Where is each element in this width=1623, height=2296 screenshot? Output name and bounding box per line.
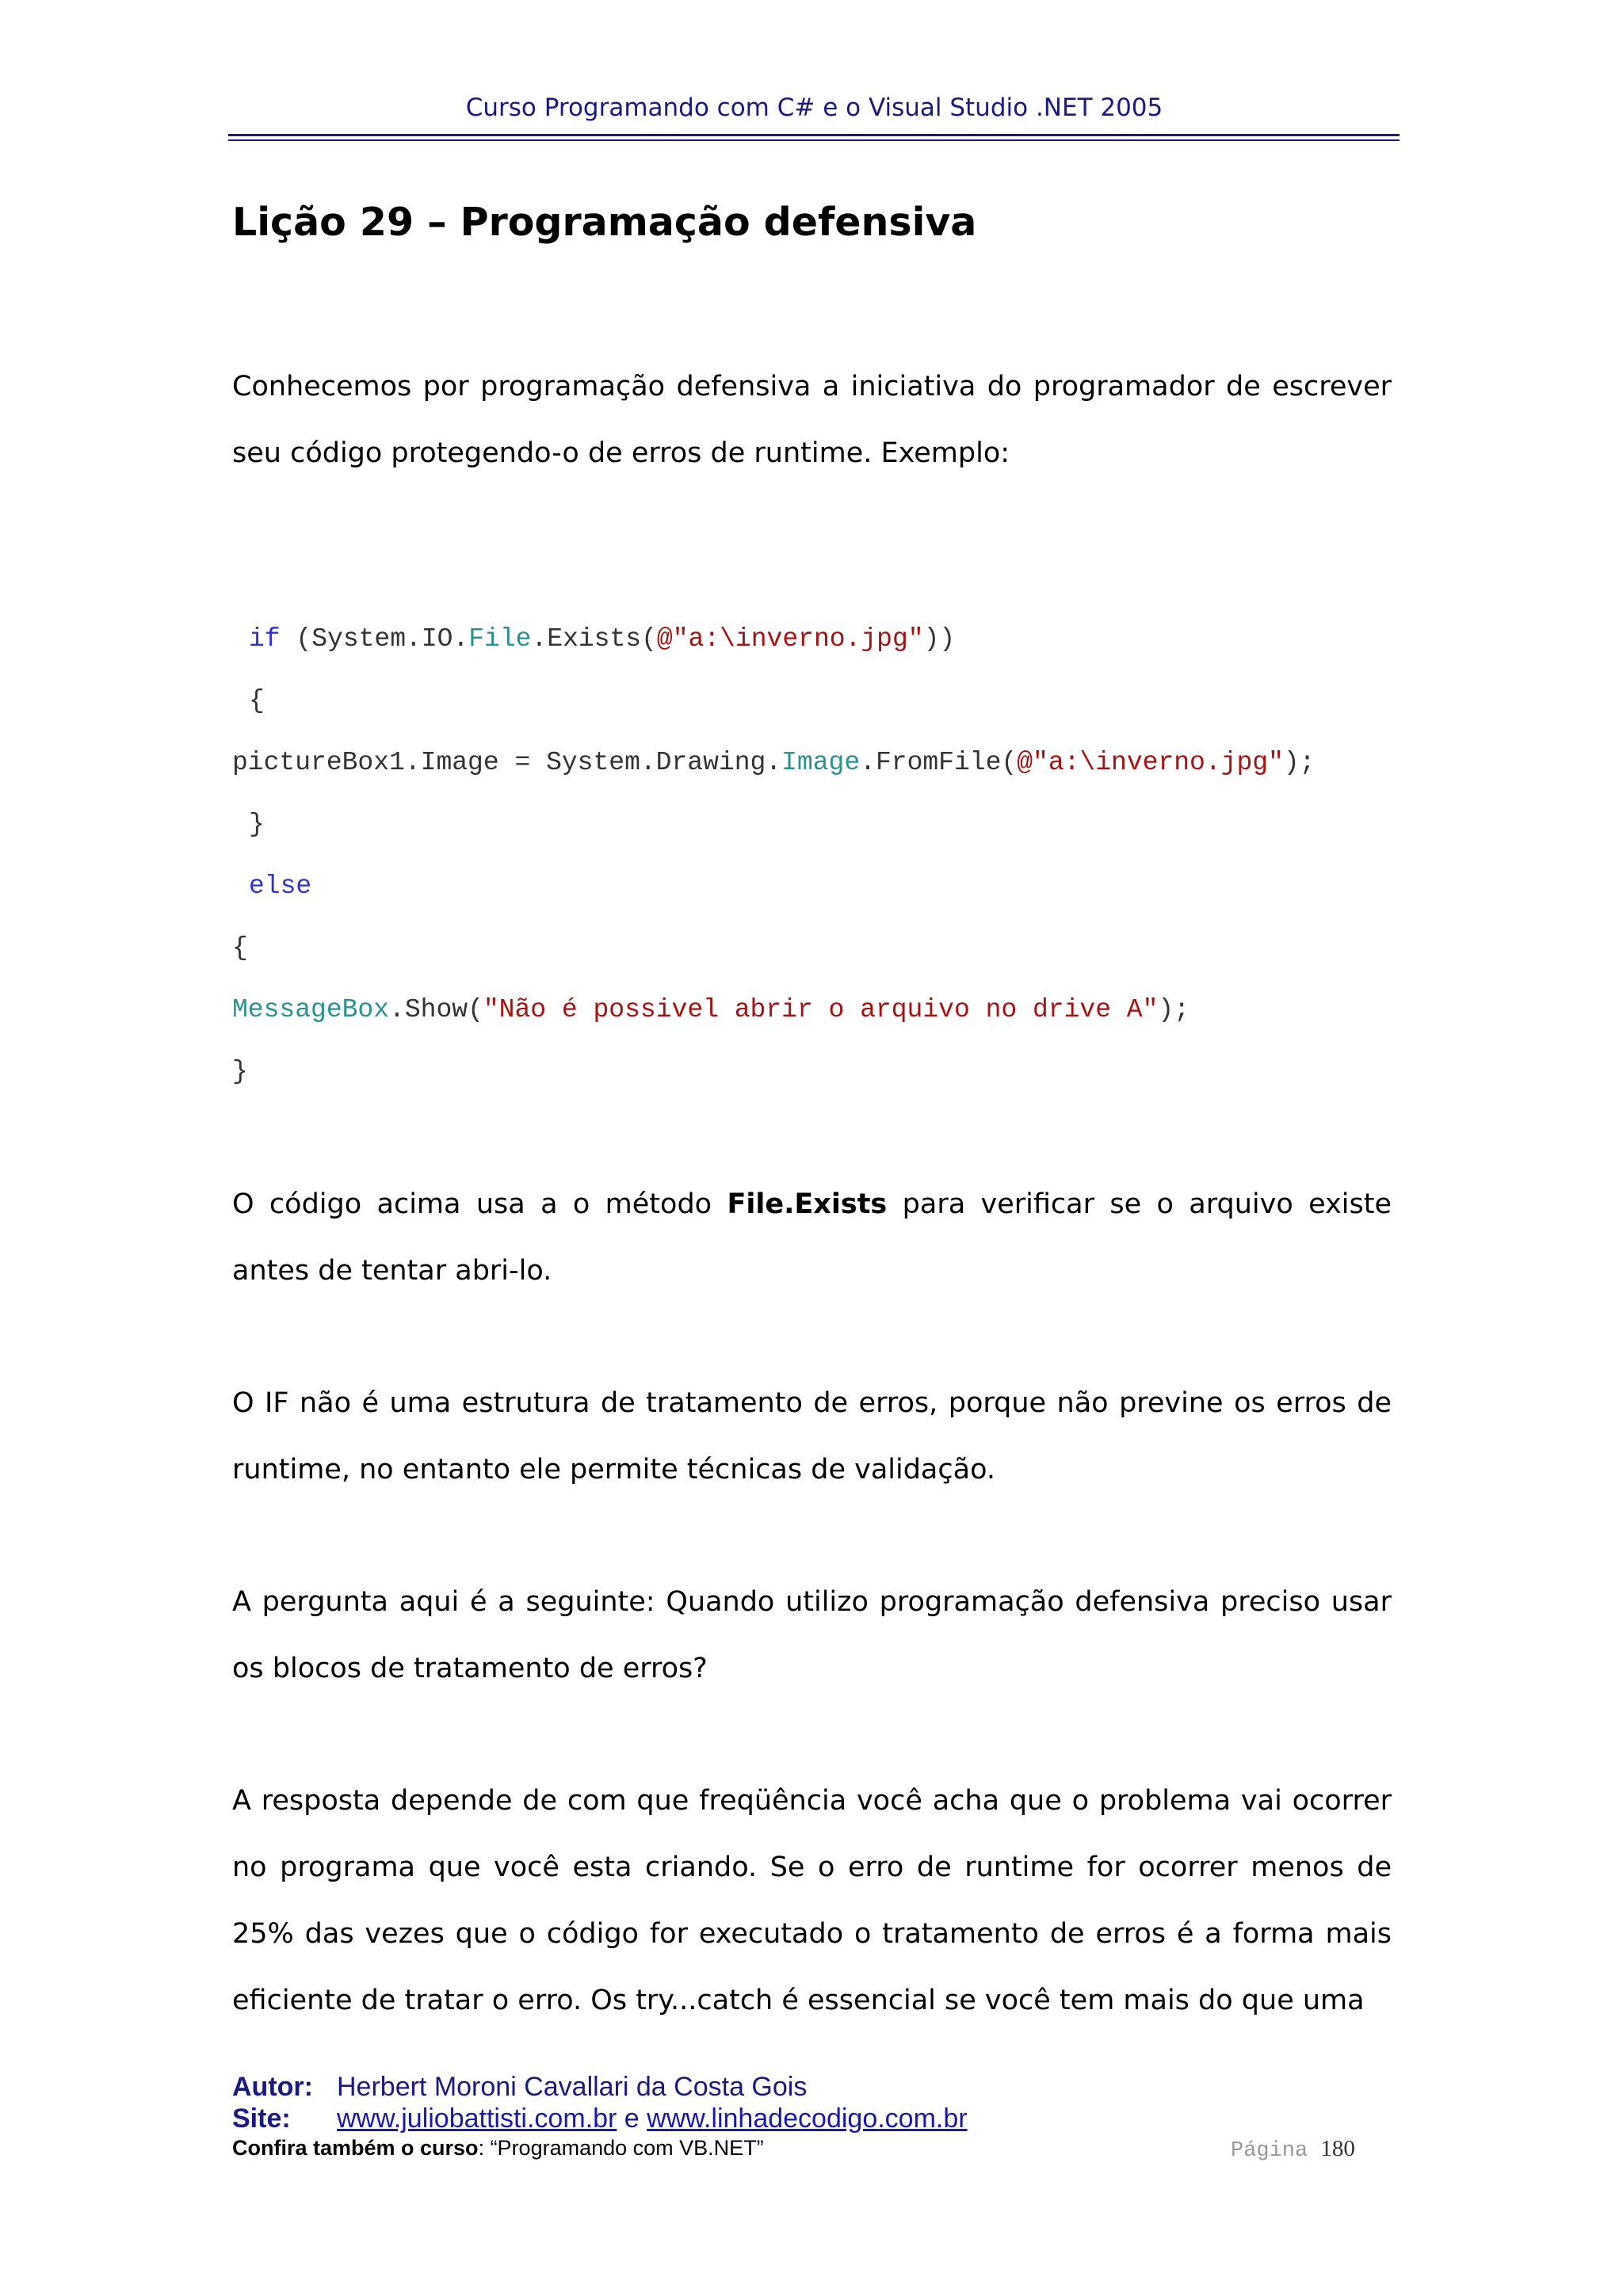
footer-author-label: Autor:: [232, 2072, 313, 2102]
footer-site-join: e: [617, 2103, 647, 2134]
code-string: @: [1017, 748, 1033, 777]
footer-author-name: Herbert Moroni Cavallari da Costa Gois: [337, 2072, 808, 2102]
code-text: );: [1283, 748, 1316, 777]
paragraph-text: para verificar se o arquivo existe antes de tentar abri-lo.: [232, 1188, 1392, 1287]
code-line-1: [249, 624, 955, 654]
footer-see-also-value: : “Programando com VB.NET”: [478, 2136, 764, 2160]
footer-see-also: [232, 2136, 764, 2161]
code-line-6: {: [232, 933, 248, 963]
footer-site-links: [337, 2103, 968, 2134]
code-type: Image: [781, 748, 861, 777]
code-line-5: else: [249, 871, 312, 901]
code-line-7: [232, 995, 1190, 1024]
paragraph-answer: A resposta depende de com que freqüência você acha que o problema vai ocorrer no programa que você esta criando. Se o erro de runtime for ocorrer menos de 25% das vezes que o código for executado o tratamento de erros é a forma mais eficiente de tratar o erro. Os try...catch é essencial se você tem mais do que uma: [232, 1785, 1392, 2016]
code-string: "a:\inverno.jpg": [1033, 748, 1284, 777]
footer-site-label: Site:: [232, 2103, 291, 2134]
code-string: "Não é possivel abrir o arquivo no drive A": [483, 995, 1159, 1024]
paragraph-file-exists: [232, 1171, 1392, 1304]
code-text: );: [1158, 995, 1190, 1024]
code-text: .Exists(: [531, 624, 657, 654]
code-text: pictureBox1.Image = System.Drawing.: [232, 748, 782, 777]
paragraph-if: O IF não é uma estrutura de tratamento de erros, porque não previne os erros de runtime, no entanto ele permite técnicas de validação.: [232, 1387, 1392, 1486]
paragraph-question: A pergunta aqui é a seguinte: Quando utilizo programação defensiva preciso usar os blocos de tratamento de erros?: [232, 1586, 1392, 1684]
code-text: .FromFile(: [860, 748, 1018, 777]
document-header: Curso Programando com C# e o Visual Studio .NET 2005: [465, 93, 1163, 122]
page-label: Página: [1231, 2139, 1308, 2163]
code-type: File: [468, 624, 532, 654]
link-linhadecodigo[interactable]: www.linhadecodigo.com.br: [647, 2103, 968, 2134]
code-type: MessageBox: [232, 995, 390, 1024]
code-text: )): [923, 624, 956, 654]
bold-term: File.Exists: [727, 1188, 888, 1220]
code-line-3: [232, 748, 1315, 777]
link-juliobattisti[interactable]: www.juliobattisti.com.br: [337, 2103, 617, 2134]
header-rule: [228, 134, 1400, 136]
footer-see-also-label: Confira também o curso: [232, 2136, 479, 2160]
code-line-8: }: [232, 1057, 248, 1086]
code-line-4: }: [249, 810, 265, 839]
code-line-2: {: [249, 686, 265, 715]
intro-paragraph: Conhecemos por programação defensiva a iniciativa do programador de escrever seu código protegendo-o de erros de runtime. Exemplo:: [232, 371, 1392, 469]
code-keyword: if: [249, 624, 281, 654]
code-string: @: [656, 624, 673, 654]
code-string: "a:\inverno.jpg": [672, 624, 924, 654]
lesson-title: Lição 29 – Programação defensiva: [232, 200, 977, 245]
page-number: [1231, 2136, 1355, 2163]
paragraph-text: O código acima usa a o método: [232, 1188, 727, 1220]
header-rule-secondary: [228, 139, 1400, 141]
code-text: (System.IO.: [280, 624, 469, 654]
code-text: .Show(: [389, 995, 483, 1024]
page-number-value: 180: [1320, 2136, 1355, 2161]
